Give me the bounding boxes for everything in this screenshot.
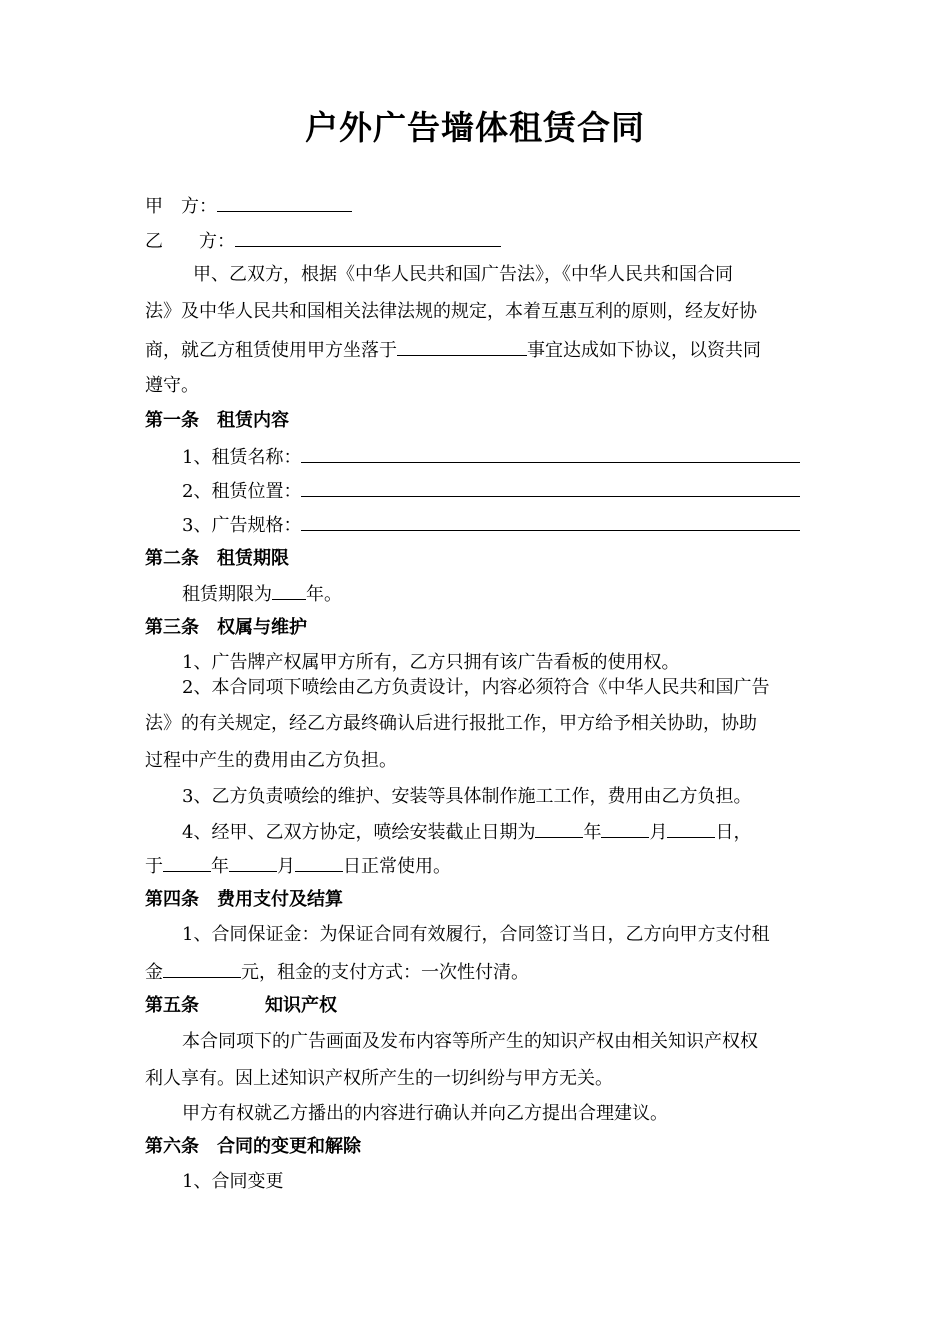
use-month-blank[interactable] [229,853,277,872]
intro-line-4: 遵守。 [145,375,199,396]
install-month-blank[interactable] [601,819,649,838]
use-year-blank[interactable] [163,853,211,872]
install-year-blank[interactable] [535,819,583,838]
install-day-blank[interactable] [667,819,715,838]
lease-term-line [182,581,342,607]
article-6-heading: 第六条 合同的变更和解除 [145,1136,361,1157]
use-day-unit: 日正常使用。 [343,856,451,877]
intro-line-3-before: 商，就乙方租赁使用甲方坐落于 [145,340,397,361]
article-5-title: 知识产权 [265,995,337,1016]
location-blank[interactable] [397,337,527,356]
article-5-p2: 甲方有权就乙方播出的内容进行确认并向乙方提出合理建议。 [182,1103,668,1124]
lease-location-label: 2、租赁位置： [182,481,302,502]
intro-line-1: 甲、乙双方，根据《中华人民共和国广告法》，《中华人民共和国合同 [193,264,733,285]
article-5-p1-line-2: 利人享有。因上述知识产权所产生的一切纠纷与甲方无关。 [145,1068,613,1089]
intro-line-2: 法》及中华人民共和国相关法律法规的规定，本着互惠互利的原则，经友好协 [145,301,757,322]
party-b-blank[interactable] [235,228,501,247]
lease-term-after: 年。 [306,584,342,605]
use-month-unit: 月 [277,856,295,877]
party-a-blank[interactable] [217,193,352,212]
deposit-amount-blank[interactable] [163,959,241,978]
lease-name-label: 1、租赁名称： [182,447,302,468]
party-b-label: 乙 方： [145,231,235,252]
intro-line-3 [145,337,761,363]
article-1-heading: 第一条 租赁内容 [145,410,289,431]
article-6-item-1: 1、合同变更 [182,1171,284,1192]
lease-name-blank[interactable] [301,444,800,463]
install-day-unit: 日， [715,822,752,843]
install-year-unit: 年 [583,822,602,843]
ad-spec-line [182,512,800,538]
article-3-heading: 第三条 权属与维护 [145,617,307,638]
deposit-line-1: 1、合同保证金：为保证合同有效履行，合同签订当日，乙方向甲方支付租 [182,924,770,945]
party-a-label: 甲 方： [145,196,217,217]
article-3-p3: 3、乙方负责喷绘的维护、安装等具体制作施工工作，费用由乙方负担。 [182,786,752,807]
article-5-p1-line-1: 本合同项下的广告画面及发布内容等所产生的知识产权由相关知识产权权 [182,1031,758,1052]
article-3-p2-line-1: 2、本合同项下喷绘由乙方负责设计，内容必须符合《中华人民共和国广告 [182,677,770,698]
ad-spec-blank[interactable] [301,512,800,531]
article-3-p2-line-2: 法》的有关规定，经乙方最终确认后进行报批工作，甲方给予相关协助，协助 [145,713,757,734]
article-3-p1: 1、广告牌产权属甲方所有，乙方只拥有该广告看板的使用权。 [182,652,680,673]
party-b-line [145,228,501,254]
deposit-line-2 [145,959,529,985]
ad-spec-label: 3、广告规格： [182,515,302,536]
party-a-line [145,193,352,219]
use-year-unit: 年 [211,856,229,877]
use-day-blank[interactable] [295,853,343,872]
use-date-prefix: 于 [145,856,163,877]
lease-location-line [182,478,800,504]
article-5-heading [145,994,337,1018]
install-date-text: 4、经甲、乙双方协定，喷绘安装截止日期为 [182,822,536,843]
lease-term-before: 租赁期限为 [182,584,272,605]
article-2-heading: 第二条 租赁期限 [145,548,289,569]
deposit-before: 金 [145,962,163,983]
use-date-line [145,853,451,879]
lease-name-line [182,444,800,470]
article-3-p2-line-3: 过程中产生的费用由乙方负担。 [145,750,397,771]
document-title: 户外广告墙体租赁合同 [305,108,645,147]
article-4-heading: 第四条 费用支付及结算 [145,889,343,910]
install-month-unit: 月 [649,822,668,843]
lease-term-blank[interactable] [272,581,306,600]
install-date-line [182,819,751,845]
intro-line-3-after: 事宜达成如下协议，以资共同 [527,340,761,361]
article-5-number: 第五条 [145,995,199,1016]
deposit-after: 元，租金的支付方式：一次性付清。 [241,962,529,983]
lease-location-blank[interactable] [301,478,800,497]
